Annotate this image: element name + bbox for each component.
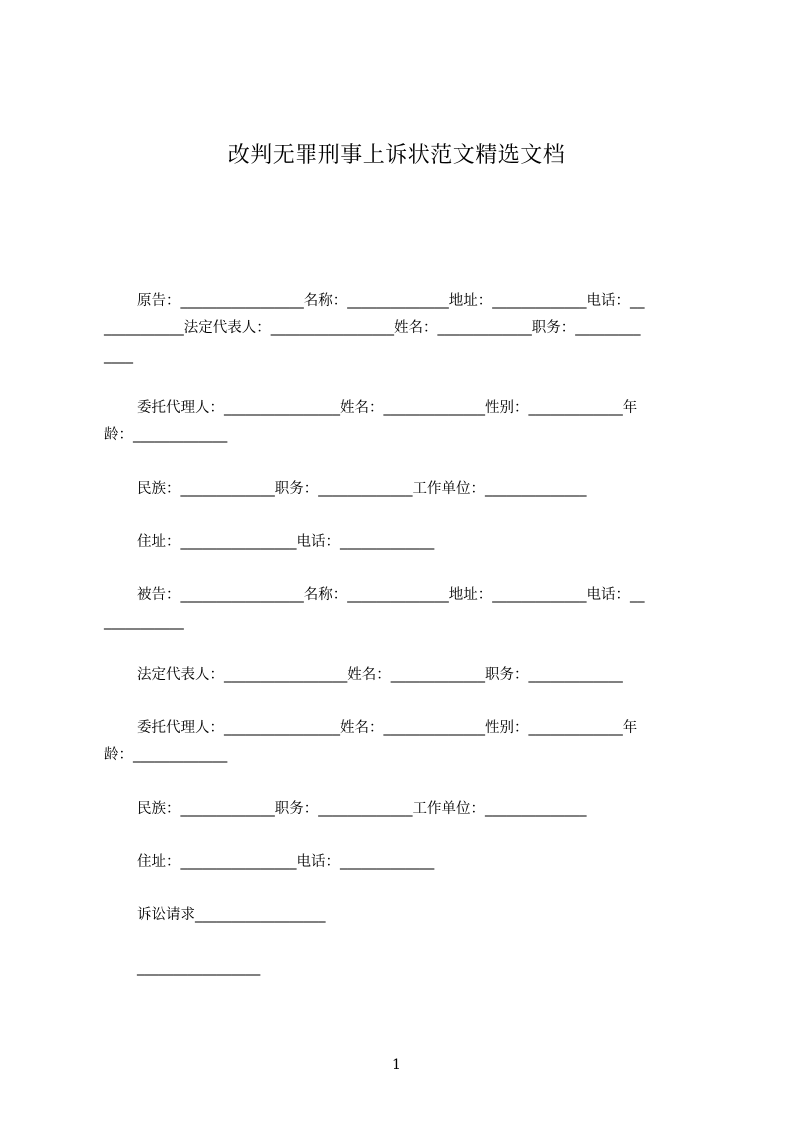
defendant-representative-line: 法定代表人：_________________姓名：_____________职务：_____________	[137, 667, 623, 683]
defendant-line: 被告：_________________名称：______________地址：_____________电话：__	[137, 587, 645, 603]
defendant-line-continued: ___________	[104, 614, 184, 630]
defendant-ethnicity-line: 民族：_____________职务：_____________工作单位：______________	[137, 801, 587, 817]
defendant-agent-age-line: 龄：_____________	[104, 747, 228, 763]
document-title: 改判无罪刑事上诉状范文精选文档	[227, 143, 566, 168]
plaintiff-representative-line-continued: ____	[104, 348, 133, 364]
plaintiff-agent-age-line: 龄：_____________	[104, 427, 228, 443]
plaintiff-representative-line: ___________法定代表人：_________________姓名：_____________职务：_________	[104, 320, 641, 336]
plaintiff-line: 原告：_________________名称：______________地址：_____________电话：__	[137, 293, 645, 309]
plaintiff-agent-line: 委托代理人：________________姓名：______________性别：_____________年	[137, 400, 638, 416]
defendant-agent-line: 委托代理人：________________姓名：______________性别：_____________年	[137, 720, 638, 736]
plaintiff-ethnicity-line: 民族：_____________职务：_____________工作单位：______________	[137, 481, 587, 497]
plaintiff-address-line: 住址：________________电话：_____________	[137, 534, 435, 550]
claims-line: 诉讼请求__________________	[137, 907, 326, 923]
defendant-address-line: 住址：________________电话：_____________	[137, 854, 435, 870]
page-number: 1	[392, 1057, 401, 1073]
claims-blank-line: _________________	[137, 960, 261, 976]
